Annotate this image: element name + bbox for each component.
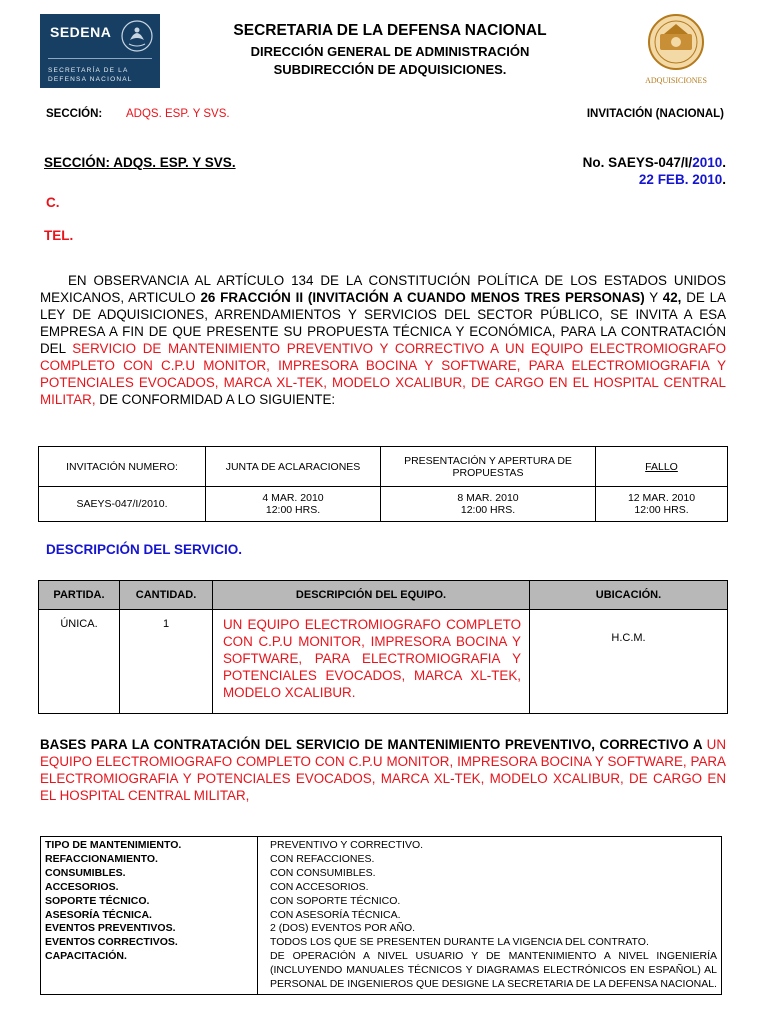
bases-title: BASES PARA LA CONTRATACIÓN DEL SERVICIO DE MANTENIMIENTO PREVENTIVO, CORRECTIVO A	[40, 737, 707, 752]
schedule-header-junta: JUNTA DE ACLARACIONES	[206, 447, 381, 487]
maintenance-label-accesorios: ACCESORIOS.	[45, 880, 119, 893]
maintenance-value-asesoria: CON ASESORÍA TÉCNICA.	[270, 908, 401, 921]
schedule-presentacion-time: 12:00 HRS.	[460, 504, 516, 516]
sedena-logo-line1: SECRETARÍA DE LA	[48, 67, 129, 74]
reference-date-value: 22 FEB. 2010	[638, 172, 723, 187]
equipment-partida: ÚNICA.	[39, 610, 120, 714]
maintenance-value-accesorios: CON ACCESORIOS.	[270, 880, 369, 893]
maintenance-row	[41, 837, 722, 995]
adquisiciones-logo	[634, 10, 718, 90]
sedena-logo	[40, 14, 160, 88]
adquisiciones-emblem-icon	[634, 10, 718, 76]
maintenance-label-tipo: TIPO DE MANTENIMIENTO.	[45, 839, 182, 851]
schedule-header-row	[39, 447, 728, 487]
schedule-fallo-date: 12 MAR. 2010	[627, 492, 696, 504]
schedule-junta-cell	[206, 487, 381, 522]
invitation-type: INVITACIÓN (NACIONAL)	[586, 108, 724, 120]
equipment-row	[39, 610, 728, 714]
intro-text-3: Y	[644, 290, 663, 305]
addressee-tel: TEL.	[44, 228, 74, 243]
maintenance-label-consumibles: CONSUMIBLES.	[45, 866, 126, 879]
schedule-presentacion-cell	[381, 487, 596, 522]
bases-equipment: UN EQUIPO ELECTROMIOGRAFO COMPLETO CON C.P.U MONITOR, IMPRESORA BOCINA Y SOFTWARE, PARA ELECTROMIOGRAFIA Y POTENCIALES EVOCADOS, MARCA XL-TEK, MODELO XCALIBUR, DE CARGO EN EL HOSPITAL CENTRAL MILITAR,	[40, 737, 726, 803]
equipment-header-descripcion: DESCRIPCIÓN DEL EQUIPO.	[213, 581, 530, 610]
reference-date	[639, 172, 726, 187]
maintenance-label-correctivos: EVENTOS CORRECTIVOS.	[45, 936, 178, 949]
maintenance-value-soporte: CON SOPORTE TÉCNICO.	[270, 894, 401, 907]
maintenance-labels	[41, 837, 258, 995]
sedena-logo-word: SEDENA	[50, 24, 112, 40]
reference-number-prefix: No. SAEYS-047/I/	[582, 155, 693, 170]
adquisiciones-logo-label: ADQUISICIONES	[645, 76, 707, 85]
maintenance-label-soporte: SOPORTE TÉCNICO.	[45, 894, 150, 907]
section-label: SECCIÓN:	[46, 108, 103, 120]
intro-article-42: 42,	[662, 290, 682, 305]
service-description-title: DESCRIPCIÓN DEL SERVICIO.	[46, 542, 243, 557]
maintenance-label-refacciones: REFACCIONAMIENTO.	[45, 852, 158, 865]
reference-number	[583, 155, 726, 170]
schedule-junta-date: 4 MAR. 2010	[262, 492, 324, 504]
intro-closing: DE CONFORMIDAD A LO SIGUIENTE:	[95, 392, 336, 407]
addressee-c: C.	[46, 195, 60, 210]
reference-number-year: 2010	[692, 155, 723, 170]
equipment-header-partida: PARTIDA.	[39, 581, 120, 610]
sedena-logo-line2: DEFENSA NACIONAL	[48, 76, 133, 83]
maintenance-table	[40, 836, 722, 995]
equipment-header-row	[39, 581, 728, 610]
reference-number-suffix: .	[722, 155, 726, 170]
equipment-header-cantidad: CANTIDAD.	[120, 581, 213, 610]
page-title: SECRETARIA DE LA DEFENSA NACIONAL	[233, 22, 547, 39]
maintenance-label-asesoria: ASESORÍA TÉCNICA.	[45, 908, 152, 921]
maintenance-value-capacitacion: DE OPERACIÓN A NIVEL USUARIO Y DE MANTENIMIENTO A NIVEL INGENIERÍA (INCLUYENDO MANUALES TÉCNICOS Y DIAGRAMAS ELECTRÓNICOS EN ESPAÑOL) AL PERSONAL DE INGENIEROS QUE DESIGNE LA SECRETARIA DE LA DEFENSA NACIONAL.	[270, 950, 717, 991]
schedule-header-fallo: FALLO	[596, 447, 728, 487]
maintenance-value-refacciones: CON REFACCIONES.	[270, 852, 375, 865]
intro-text-1: EN OBSERVANCIA AL ARTÍCULO 134 DE LA CONSTITUCIÓN POLÍTICA DE LOS ESTADOS UNIDOS MEXICANOS, ARTICULO	[40, 273, 726, 305]
maintenance-values	[258, 837, 722, 995]
equipment-cantidad: 1	[120, 610, 213, 714]
section-value: ADQS. ESP. Y SVS.	[126, 108, 230, 120]
section-heading: SECCIÓN: ADQS. ESP. Y SVS.	[44, 155, 236, 170]
schedule-fallo-cell	[596, 487, 728, 522]
maintenance-value-consumibles: CON CONSUMIBLES.	[270, 866, 376, 879]
maintenance-value-correctivos: TODOS LOS QUE SE PRESENTEN DURANTE LA VIGENCIA DEL CONTRATO.	[270, 936, 649, 949]
schedule-invitation-number: SAEYS-047/I/2010.	[39, 487, 206, 522]
equipment-ubicacion: H.C.M.	[530, 610, 728, 714]
reference-date-suffix: .	[722, 172, 726, 187]
schedule-junta-time: 12:00 HRS.	[265, 504, 321, 516]
maintenance-value-preventivos: 2 (DOS) EVENTOS POR AÑO.	[270, 922, 416, 935]
maintenance-label-preventivos: EVENTOS PREVENTIVOS.	[45, 922, 176, 935]
schedule-table	[38, 446, 728, 522]
maintenance-label-capacitacion: CAPACITACIÓN.	[45, 950, 127, 963]
eagle-seal-icon	[120, 18, 154, 54]
equipment-table	[38, 580, 728, 714]
schedule-row	[39, 487, 728, 522]
equipment-header-ubicacion: UBICACIÓN.	[530, 581, 728, 610]
schedule-header-invitation: INVITACIÓN NUMERO:	[39, 447, 206, 487]
maintenance-value-tipo: PREVENTIVO Y CORRECTIVO.	[270, 839, 424, 851]
schedule-presentacion-date: 8 MAR. 2010	[457, 492, 519, 504]
page-subtitle-2: SUBDIRECCIÓN DE ADQUISICIONES.	[273, 62, 507, 77]
intro-paragraph	[40, 272, 726, 408]
logo-divider	[48, 58, 152, 59]
equipment-descripcion: UN EQUIPO ELECTROMIOGRAFO COMPLETO CON C.P.U MONITOR, IMPRESORA BOCINA Y SOFTWARE, PARA ELECTROMIOGRAFIA Y POTENCIALES EVOCADOS, MARCA XL-TEK, MODELO XCALIBUR.	[213, 610, 530, 714]
intro-service-description: SERVICIO DE MANTENIMIENTO PREVENTIVO Y CORRECTIVO A UN EQUIPO ELECTROMIOGRAFO COMPLETO CON C.P.U MONITOR, IMPRESORA BOCINA Y SOFTWARE, PARA ELECTROMIOGRAFIA Y POTENCIALES EVOCADOS, MARCA XL-TEK, MODELO XCALIBUR, DE CARGO EN EL HOSPITAL CENTRAL MILITAR,	[40, 341, 726, 407]
schedule-fallo-time: 12:00 HRS.	[634, 504, 689, 516]
intro-article-26: 26 FRACCIÓN II (INVITACIÓN A CUANDO MENOS TRES PERSONAS)	[200, 290, 645, 305]
schedule-header-presentacion: PRESENTACIÓN Y APERTURA DE PROPUESTAS	[381, 447, 596, 487]
sedena-logo-subtitle	[48, 66, 133, 84]
bases-paragraph	[40, 736, 726, 804]
page-subtitle-1: DIRECCIÓN GENERAL DE ADMINISTRACIÓN	[250, 44, 530, 59]
intro-text-5: DE LA LEY DE ADQUISICIONES, ARRENDAMIENTOS Y SERVICIOS DEL SECTOR PÚBLICO, SE INVITA A ESA EMPRESA A FIN DE QUE PRESENTE SU PROPUESTA TÉCNICA Y ECONÓMICA, PARA LA CONTRATACIÓN DEL	[40, 290, 726, 356]
